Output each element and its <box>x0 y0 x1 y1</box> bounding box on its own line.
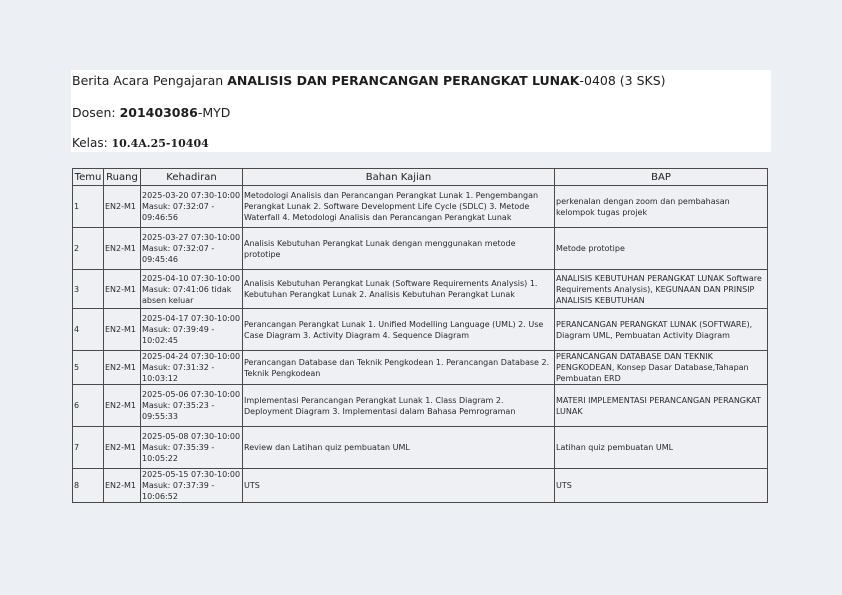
table-row <box>73 427 768 469</box>
bap-cell: perkenalan dengan zoom dan pembahasan kelompok tugas projek <box>555 186 768 228</box>
class-label: Kelas: <box>72 136 112 150</box>
column-header-meeting: Temu <box>73 169 104 186</box>
room-cell: EN2-M1 <box>104 351 141 385</box>
bap-cell: PERANCANGAN PERANGKAT LUNAK (SOFTWARE), Diagram UML, Pembuatan Activity Diagram <box>555 309 768 351</box>
title-prefix: Berita Acara Pengajaran <box>72 73 228 88</box>
course-name: ANALISIS DAN PERANCANGAN PERANGKAT LUNAK <box>227 73 580 88</box>
topic-cell: Implementasi Perancangan Perangkat Lunak 1. Class Diagram 2. Deployment Diagram 3. Implementasi dalam Bahasa Pemrograman <box>243 385 555 427</box>
teaching-record-table <box>72 168 768 503</box>
room-cell: EN2-M1 <box>104 309 141 351</box>
attendance-cell: 2025-03-27 07:30-10:00 Masuk: 07:32:07 - 09:45:46 <box>141 228 243 270</box>
meeting-number: 3 <box>73 270 104 309</box>
attendance-cell: 2025-05-08 07:30-10:00 Masuk: 07:35:39 - 10:05:22 <box>141 427 243 469</box>
column-header-bap: BAP <box>555 169 768 186</box>
room-cell: EN2-M1 <box>104 270 141 309</box>
class-line <box>72 136 209 150</box>
bap-cell: Latihan quiz pembuatan UML <box>555 427 768 469</box>
report-header <box>71 70 771 152</box>
table-header-row <box>73 169 768 186</box>
table-row <box>73 228 768 270</box>
bap-cell: UTS <box>555 469 768 503</box>
class-code: 10.4A.25-10404 <box>111 137 209 150</box>
meeting-number: 8 <box>73 469 104 503</box>
meeting-number: 4 <box>73 309 104 351</box>
attendance-cell: 2025-04-24 07:30-10:00 Masuk: 07:31:32 - 10:03:12 <box>141 351 243 385</box>
topic-cell: Metodologi Analisis dan Perancangan Perangkat Lunak 1. Pengembangan Perangkat Lunak 2. Software Development Life Cycle (SDLC) 3. Metode Waterfall 4. Metodologi Analisis dan Perancangan Perangkat Lunak <box>243 186 555 228</box>
lecturer-label: Dosen: <box>72 105 120 120</box>
room-cell: EN2-M1 <box>104 427 141 469</box>
topic-cell: Analisis Kebutuhan Perangkat Lunak (Software Requirements Analysis) 1. Kebutuhan Perangkat Lunak 2. Analisis Kebutuhan Perangkat Lunak <box>243 270 555 309</box>
meeting-number: 5 <box>73 351 104 385</box>
topic-cell: UTS <box>243 469 555 503</box>
lecturer-id: 201403086 <box>119 105 198 120</box>
table-row <box>73 186 768 228</box>
attendance-cell: 2025-03-20 07:30-10:00 Masuk: 07:32:07 - 09:46:56 <box>141 186 243 228</box>
room-cell: EN2-M1 <box>104 469 141 503</box>
topic-cell: Perancangan Perangkat Lunak 1. Unified Modelling Language (UML) 2. Use Case Diagram 3. Activity Diagram 4. Sequence Diagram <box>243 309 555 351</box>
table-row <box>73 351 768 385</box>
attendance-cell: 2025-05-06 07:30-10:00 Masuk: 07:35:23 - 09:55:33 <box>141 385 243 427</box>
column-header-attendance: Kehadiran <box>141 169 243 186</box>
meeting-number: 1 <box>73 186 104 228</box>
room-cell: EN2-M1 <box>104 186 141 228</box>
lecturer-code: -MYD <box>197 105 231 120</box>
bap-cell: PERANCANGAN DATABASE DAN TEKNIK PENGKODEAN, Konsep Dasar Database,Tahapan Pembuatan ERD <box>555 351 768 385</box>
meeting-number: 6 <box>73 385 104 427</box>
attendance-cell: 2025-04-10 07:30-10:00 Masuk: 07:41:06 tidak absen keluar <box>141 270 243 309</box>
room-cell: EN2-M1 <box>104 228 141 270</box>
room-cell: EN2-M1 <box>104 385 141 427</box>
bap-cell: ANALISIS KEBUTUHAN PERANGKAT LUNAK Software Requirements Analysis), KEGUNAAN DAN PRINSIP ANALISIS KEBUTUHAN <box>555 270 768 309</box>
table-row <box>73 270 768 309</box>
meeting-number: 7 <box>73 427 104 469</box>
lecturer-line <box>72 105 230 120</box>
table-row <box>73 385 768 427</box>
meeting-number: 2 <box>73 228 104 270</box>
report-title <box>72 73 666 88</box>
column-header-topic: Bahan Kajian <box>243 169 555 186</box>
course-code: -0408 (3 SKS) <box>579 73 666 88</box>
bap-cell: Metode prototipe <box>555 228 768 270</box>
attendance-cell: 2025-04-17 07:30-10:00 Masuk: 07:39:49 - 10:02:45 <box>141 309 243 351</box>
table-row <box>73 469 768 503</box>
topic-cell: Perancangan Database dan Teknik Pengkodean 1. Perancangan Database 2. Teknik Pengkodean <box>243 351 555 385</box>
attendance-cell: 2025-05-15 07:30-10:00 Masuk: 07:37:39 - 10:06:52 <box>141 469 243 503</box>
table-row <box>73 309 768 351</box>
topic-cell: Analisis Kebutuhan Perangkat Lunak dengan menggunakan metode prototipe <box>243 228 555 270</box>
column-header-room: Ruang <box>104 169 141 186</box>
bap-cell: MATERI IMPLEMENTASI PERANCANGAN PERANGKAT LUNAK <box>555 385 768 427</box>
topic-cell: Review dan Latihan quiz pembuatan UML <box>243 427 555 469</box>
